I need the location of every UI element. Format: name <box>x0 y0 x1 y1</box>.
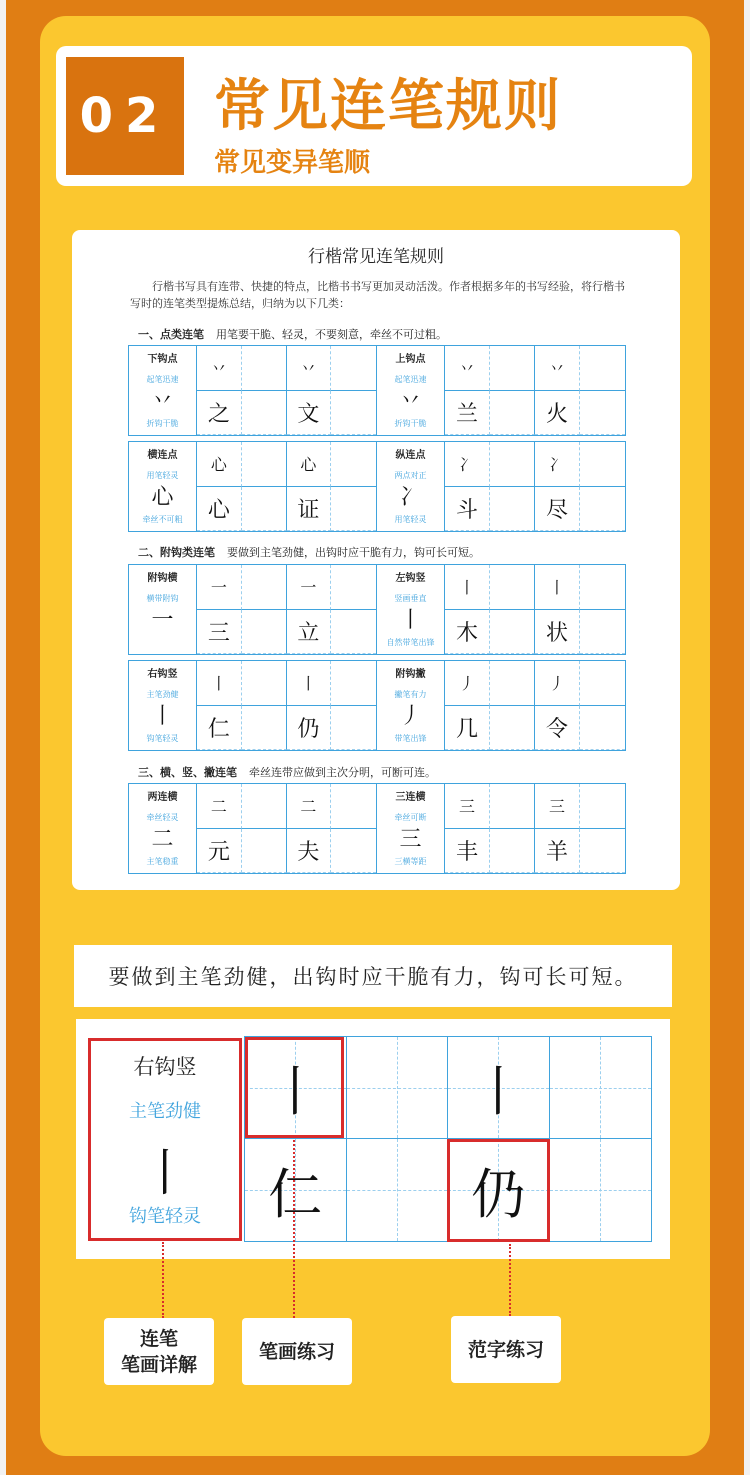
stroke-sample: 丨 <box>458 578 475 598</box>
stroke-glyph: 丨 <box>399 608 422 633</box>
character-sample: 令 <box>545 716 568 742</box>
stroke-note-bottom: 牵丝不可粗 <box>142 515 183 524</box>
empty-practice-cell <box>580 661 625 706</box>
stroke-label-cell <box>377 661 445 750</box>
character-sample: 状 <box>545 620 568 646</box>
stroke-practice-unit <box>129 661 377 750</box>
practice-cell <box>535 829 580 874</box>
practice-cells <box>197 346 376 435</box>
practice-cell <box>287 487 332 532</box>
practice-cell <box>445 442 490 487</box>
character-sample: 斗 <box>455 497 478 523</box>
page-title: 常见连笔规则 <box>214 74 562 139</box>
stroke-note-top: 两点对正 <box>394 471 427 480</box>
stroke-note-top: 用笔轻灵 <box>146 471 179 480</box>
stroke-sample: 丷 <box>300 359 317 379</box>
stroke-sample: 丷 <box>548 359 565 379</box>
stroke-note-top: 牵丝可断 <box>394 813 427 822</box>
character-sample: 之 <box>207 401 230 427</box>
stroke-label-cell <box>129 661 197 750</box>
stroke-name: 三连横 <box>395 792 426 803</box>
practice-row <box>128 441 626 532</box>
practice-cells <box>197 784 376 873</box>
stroke-practice-unit <box>377 346 625 435</box>
section-note: 牵丝连带应做到主次分明，可断可连。 <box>249 766 436 779</box>
empty-practice-cell <box>242 610 287 655</box>
stroke-practice-unit <box>377 661 625 750</box>
character-sample: 几 <box>455 716 478 742</box>
empty-practice-cell <box>580 391 625 436</box>
empty-practice-cell <box>580 487 625 532</box>
stroke-sample: 丨 <box>268 1060 323 1123</box>
empty-practice-cell <box>490 346 535 391</box>
stroke-name: 左钩竖 <box>395 573 426 584</box>
stroke-sample: 丨 <box>471 1060 526 1123</box>
practice-cell <box>535 784 580 829</box>
practice-cell <box>287 610 332 655</box>
practice-row <box>128 660 626 751</box>
practice-row <box>128 783 626 874</box>
stroke-sample: 丿 <box>458 674 475 694</box>
stroke-practice-unit <box>129 784 377 873</box>
stroke-label-cell <box>377 565 445 654</box>
stroke-glyph: 冫 <box>399 485 422 510</box>
practice-cell <box>197 784 242 829</box>
stroke-note-bottom: 折钩干脆 <box>146 419 179 428</box>
stroke-sample: 二 <box>300 797 317 817</box>
practice-cell <box>445 391 490 436</box>
stroke-note-bottom: 主笔稳重 <box>146 857 179 866</box>
detail-label-box <box>88 1038 242 1241</box>
empty-practice-cell <box>242 565 287 610</box>
section-heading <box>138 326 447 342</box>
empty-practice-cell <box>580 610 625 655</box>
empty-practice-cell <box>242 661 287 706</box>
empty-practice-cell <box>490 442 535 487</box>
stroke-sample: 一 <box>210 578 227 598</box>
practice-cell <box>535 391 580 436</box>
tag-stroke-detail: 连笔 笔画详解 <box>104 1318 214 1385</box>
character-sample: 羊 <box>545 839 568 865</box>
character-sample: 文 <box>297 401 320 427</box>
character-sample: 仁 <box>207 716 230 742</box>
detail-practice-cell <box>245 1139 347 1241</box>
practice-cell <box>197 610 242 655</box>
stroke-glyph: 二 <box>151 827 174 852</box>
empty-practice-cell <box>242 346 287 391</box>
stroke-note-top: 横带附钩 <box>146 594 179 603</box>
stroke-practice-unit <box>377 565 625 654</box>
stroke-sample: 心 <box>300 455 317 475</box>
stroke-sample: 冫 <box>458 455 475 475</box>
character-sample: 仍 <box>297 716 320 742</box>
empty-practice-cell <box>490 706 535 751</box>
practice-cell <box>535 487 580 532</box>
practice-cell <box>197 391 242 436</box>
empty-practice-cell <box>580 346 625 391</box>
empty-practice-cell <box>242 829 287 874</box>
empty-practice-cell <box>331 610 376 655</box>
practice-cells <box>197 442 376 531</box>
stroke-name: 纵连点 <box>395 450 426 461</box>
rule-quote: 要做到主笔劲健，出钩时应干脆有力，钩可长可短。 <box>74 945 672 1007</box>
detail-empty-cell <box>347 1037 449 1139</box>
stroke-label-cell <box>129 346 197 435</box>
practice-cells <box>445 661 625 750</box>
practice-cell <box>535 661 580 706</box>
section-title: 一、点类连笔 <box>138 328 204 341</box>
practice-cell <box>445 829 490 874</box>
stroke-glyph: 丷 <box>399 389 422 414</box>
character-sample: 立 <box>297 620 320 646</box>
practice-row <box>128 564 626 655</box>
stroke-name: 附钩横 <box>147 573 178 584</box>
detail-empty-cell <box>550 1037 652 1139</box>
stroke-note-bottom: 用笔轻灵 <box>394 515 427 524</box>
stroke-sample: 丨 <box>210 674 227 694</box>
stroke-sample: 冫 <box>548 455 565 475</box>
empty-practice-cell <box>331 487 376 532</box>
stroke-label-cell <box>129 565 197 654</box>
section-title: 二、附钩类连笔 <box>138 546 215 559</box>
stroke-glyph: 丷 <box>151 389 174 414</box>
stroke-practice-unit <box>377 784 625 873</box>
sheet-title: 行楷常见连笔规则 <box>308 247 444 267</box>
page-subtitle: 常见变异笔顺 <box>214 148 371 178</box>
empty-practice-cell <box>490 610 535 655</box>
empty-practice-cell <box>331 784 376 829</box>
empty-practice-cell <box>490 565 535 610</box>
practice-cells <box>445 784 625 873</box>
stroke-sample: 三 <box>548 797 565 817</box>
practice-cell <box>535 442 580 487</box>
character-sample: 元 <box>207 839 230 865</box>
practice-cell <box>287 829 332 874</box>
section-number: 02 <box>66 57 184 175</box>
stroke-note-top: 竖画垂直 <box>394 594 427 603</box>
character-sample: 兰 <box>455 401 478 427</box>
practice-cells <box>197 565 376 654</box>
stroke-note-top: 起笔迅速 <box>394 375 427 384</box>
detail-note-top: 主笔劲健 <box>129 1101 201 1122</box>
practice-cell <box>445 661 490 706</box>
tag-stroke-practice: 笔画练习 <box>242 1318 352 1385</box>
stroke-sample: 丨 <box>548 578 565 598</box>
stroke-note-bottom: 折钩干脆 <box>394 419 427 428</box>
stroke-sample: 二 <box>210 797 227 817</box>
stroke-glyph: 三 <box>399 827 422 852</box>
practice-cell <box>535 346 580 391</box>
stroke-glyph: 心 <box>151 485 174 510</box>
empty-practice-cell <box>490 829 535 874</box>
stroke-note-top: 主笔劲健 <box>146 690 179 699</box>
empty-practice-cell <box>331 442 376 487</box>
practice-cell <box>445 487 490 532</box>
practice-cell <box>445 706 490 751</box>
stroke-glyph: 丨 <box>151 704 174 729</box>
stroke-label-cell <box>377 346 445 435</box>
right-edge <box>744 0 750 1475</box>
empty-practice-cell <box>580 784 625 829</box>
practice-cells <box>445 442 625 531</box>
rules-sheet <box>72 230 680 890</box>
stroke-sample: 丷 <box>458 359 475 379</box>
empty-practice-cell <box>580 706 625 751</box>
practice-cell <box>287 391 332 436</box>
practice-cell <box>197 442 242 487</box>
empty-practice-cell <box>580 829 625 874</box>
stroke-note-bottom: 三横等距 <box>394 857 427 866</box>
stroke-note-top: 牵丝轻灵 <box>146 813 179 822</box>
practice-cell <box>287 706 332 751</box>
practice-cell <box>287 346 332 391</box>
practice-cell <box>197 565 242 610</box>
empty-practice-cell <box>331 391 376 436</box>
character-sample: 夫 <box>297 839 320 865</box>
empty-practice-cell <box>331 661 376 706</box>
stroke-practice-unit <box>129 346 377 435</box>
stroke-sample: 心 <box>210 455 227 475</box>
practice-cell <box>197 829 242 874</box>
stroke-sample: 三 <box>458 797 475 817</box>
empty-practice-cell <box>242 391 287 436</box>
practice-cell <box>287 784 332 829</box>
stroke-glyph: 丿 <box>399 704 422 729</box>
practice-cell <box>445 784 490 829</box>
empty-practice-cell <box>331 346 376 391</box>
detail-stroke-name: 右钩竖 <box>133 1055 197 1079</box>
detail-empty-cell <box>550 1139 652 1241</box>
stroke-name: 附钩撇 <box>395 669 426 680</box>
detail-stroke-glyph: 丨 <box>140 1144 190 1202</box>
practice-row <box>128 345 626 436</box>
practice-cells <box>445 346 625 435</box>
practice-cell <box>535 610 580 655</box>
stroke-glyph: 一 <box>151 608 174 633</box>
practice-cell <box>445 565 490 610</box>
stroke-sample: 一 <box>300 578 317 598</box>
section-note: 要做到主笔劲健，出钩时应干脆有力，钩可长可短。 <box>227 546 480 559</box>
detail-empty-cell <box>347 1139 449 1241</box>
practice-cell <box>445 610 490 655</box>
practice-cell <box>535 706 580 751</box>
practice-cell <box>197 346 242 391</box>
empty-practice-cell <box>331 706 376 751</box>
connector-line <box>162 1242 164 1318</box>
practice-cell <box>445 346 490 391</box>
stroke-label-cell <box>129 784 197 873</box>
stroke-note-top: 撇笔有力 <box>394 690 427 699</box>
character-sample: 木 <box>455 620 478 646</box>
stroke-note-bottom: 钩笔轻灵 <box>146 734 179 743</box>
stroke-note-bottom: 自然带笔出锋 <box>386 638 435 647</box>
character-sample: 仁 <box>268 1162 323 1226</box>
empty-practice-cell <box>580 442 625 487</box>
empty-practice-cell <box>331 565 376 610</box>
left-edge <box>0 0 6 1475</box>
detail-note-bottom: 钩笔轻灵 <box>129 1206 201 1227</box>
empty-practice-cell <box>490 784 535 829</box>
character-sample: 仍 <box>471 1162 526 1226</box>
empty-practice-cell <box>242 784 287 829</box>
sheet-intro: 行楷书写具有连带、快捷的特点，比楷书书写更加灵动活泼。作者根据多年的书写经验，将行楷书写时的连笔类型提炼总结，归纳为以下几类： <box>130 280 625 310</box>
empty-practice-cell <box>580 565 625 610</box>
stroke-name: 下钩点 <box>147 354 178 365</box>
character-sample: 尽 <box>545 497 568 523</box>
stroke-name: 右钩竖 <box>147 669 178 680</box>
empty-practice-cell <box>242 487 287 532</box>
empty-practice-cell <box>242 706 287 751</box>
detail-practice-cell <box>448 1037 550 1139</box>
stroke-note-bottom: 带笔出锋 <box>394 734 427 743</box>
stroke-name: 两连横 <box>147 792 178 803</box>
practice-cell <box>197 661 242 706</box>
practice-cells <box>445 565 625 654</box>
practice-cell <box>287 565 332 610</box>
empty-practice-cell <box>490 661 535 706</box>
character-sample: 三 <box>207 620 230 646</box>
practice-cell <box>287 661 332 706</box>
section-heading <box>138 544 480 560</box>
stroke-practice-unit <box>129 442 377 531</box>
stroke-label-cell <box>377 442 445 531</box>
practice-cell <box>197 706 242 751</box>
empty-practice-cell <box>331 829 376 874</box>
stroke-sample: 丷 <box>210 359 227 379</box>
stroke-label-cell <box>377 784 445 873</box>
character-sample: 丰 <box>455 839 478 865</box>
character-sample: 证 <box>297 497 320 523</box>
empty-practice-cell <box>490 391 535 436</box>
stroke-practice-unit <box>129 565 377 654</box>
section-title: 三、横、竖、撇连笔 <box>138 766 237 779</box>
stroke-name: 上钩点 <box>395 354 426 365</box>
stroke-sample: 丨 <box>300 674 317 694</box>
empty-practice-cell <box>490 487 535 532</box>
tag-char-practice: 范字练习 <box>451 1316 561 1383</box>
section-heading <box>138 764 436 780</box>
practice-cell <box>197 487 242 532</box>
practice-cell <box>535 565 580 610</box>
stroke-practice-unit <box>377 442 625 531</box>
character-sample: 火 <box>545 401 568 427</box>
connector-line <box>509 1244 511 1316</box>
practice-cell <box>287 442 332 487</box>
practice-cells <box>197 661 376 750</box>
stroke-label-cell <box>129 442 197 531</box>
empty-practice-cell <box>242 442 287 487</box>
stroke-sample: 丿 <box>548 674 565 694</box>
section-note: 用笔要干脆、轻灵，不要刻意，牵丝不可过粗。 <box>216 328 447 341</box>
character-sample: 心 <box>207 497 230 523</box>
stroke-note-top: 起笔迅速 <box>146 375 179 384</box>
stroke-name: 横连点 <box>147 450 178 461</box>
